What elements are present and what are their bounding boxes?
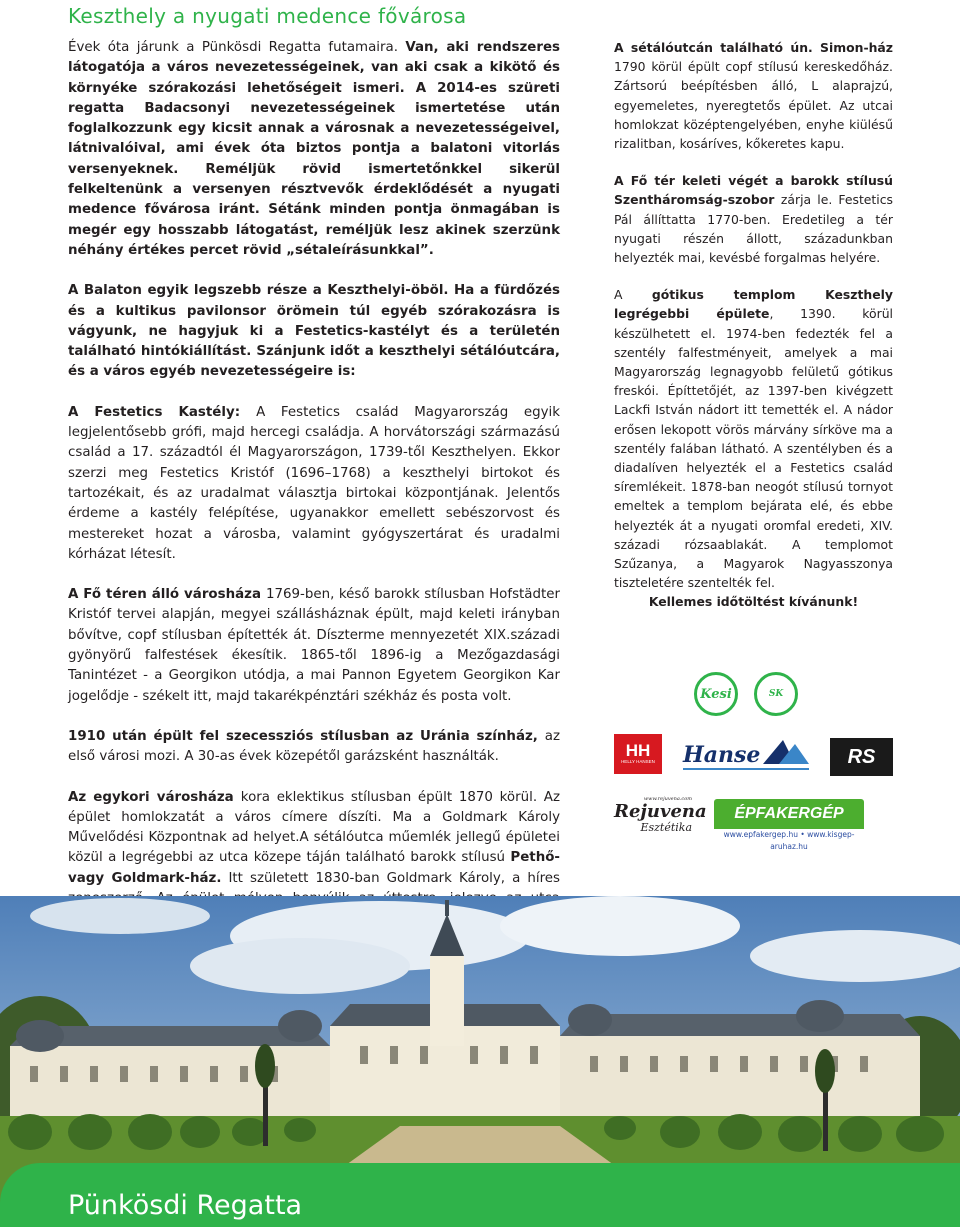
sport-club-seal-logo (754, 672, 798, 716)
bay-paragraph (68, 281, 560, 382)
helly-hansen-logo (614, 734, 662, 774)
gothic-church-lead: A (614, 287, 652, 303)
old-townhall-text: kora eklektikus stílusban épült 1870 körül. Az épület homlokzatát a város címere díszíti. Ma a Goldmark Károly Művelődési Központnak ad helyet.A sétálóutca műemlék jellegű épületei közül a legrégebbi az utca közepe táján található barokk stílusú (68, 789, 560, 866)
simon-house-text: 1790 körül épült copf stílusú kereskedőház. Zártsorú beépítésben álló, L alaprajzú, egyemeletes, nyeregtetős épület. Az utcai homlokzat középtengelyében, enyhe kiülésű rizalitban, kosáríves, kőkeretes kapu. (614, 59, 893, 152)
hanse-wordmark: Hanse (683, 742, 761, 768)
kesi-seal-text: Kesi (700, 686, 732, 702)
urania-paragraph (68, 727, 560, 768)
sport-club-seal-text: SK (768, 689, 784, 699)
epfakergep-logo (714, 799, 864, 851)
epfakergep-url: www.epfakergep.hu • www.kisgep-aruhaz.hu (723, 830, 855, 851)
castle-heading: A Festetics Kastély: (68, 404, 257, 420)
rejuvena-wordmark: Rejuvena (614, 801, 707, 822)
townhall-heading: A Fő téren álló városháza (68, 587, 266, 603)
intro-text: Évek óta járunk a Pünkösdi Regatta futamaira. (68, 40, 406, 55)
left-column (68, 38, 560, 930)
gothic-church-paragraph (614, 285, 893, 592)
page-title: Keszthely a nyugati medence fővárosa (68, 4, 467, 28)
bay-text: A Balaton egyik legszebb része a Keszthelyi-öböl. Ha a fürdőzés és a kultikus pavilonsor örömein túl egyéb szórakozásra is vágyunk, ne hagyjuk ki a Festetics-kastélyt és a területén található hintókiállítást. Szánjunk időt a keszthelyi sétálóutcára, és a város egyéb nevezetességeire is: (68, 283, 560, 380)
old-townhall-heading: Az egykori városháza (68, 789, 241, 805)
rs-wordmark: RS (847, 745, 876, 768)
trinity-statue-heading: A Fő tér keleti végét a barokk stílusú Szentháromság-szobor (614, 173, 893, 208)
hanse-logo (683, 734, 813, 774)
closing-wish: Kellemes időtöltést kívánunk! (648, 594, 859, 610)
kesi-seal-logo (694, 672, 738, 716)
right-column (614, 38, 893, 612)
intro-bold: Van, aki rendszeres látogatója a város nevezetességeinek, van aki csak a kikötő és környéke szórakozási lehetőségeit ismeri. A 2014-es szüreti regatta Badacsonyi nevezetességeinek ismertetése után foglalkozzunk egy kicsit annak a városnak a nevezetességeivel, látnivalóival, ami évek óta biztos pontja a balatoni vitorlás versenyeknek. Reméljük rövid ismertetőnkkel sikerül felkeltenünk a versenyen résztvevők érdeklődését a nyugati medence fővárosa iránt. Sétánk minden pontja önmagában is megér egy hosszabb látogatást, reméljük lesz akinek szerzünk néhány értékes percet rövid „sétaleírásunkkal”. (68, 40, 560, 258)
rejuvena-subtitle: Esztétika (640, 821, 692, 834)
castle-paragraph (68, 403, 560, 565)
trinity-statue-text: zárja le. Festetics Pál állíttatta 1770-ben. Eredetileg a tér nyugati részén állott, századunkban helyezték mai, kevésbé forgalmas helyére. (614, 192, 893, 266)
gothic-church-heading: gótikus templom Keszthely legrégebbi épülete (614, 287, 893, 322)
rs-sailing-logo (830, 738, 893, 776)
urania-text: az első városi mozi. A 30-as évek közepétől garázsként használták. (68, 728, 560, 765)
epfakergep-wordmark: ÉPFAKERGÉP (714, 799, 864, 829)
rejuvena-url: www.rejuvena.com (643, 796, 692, 802)
goldmark-house-heading: Pethő- vagy Goldmark-ház. (68, 850, 560, 886)
helly-hansen-wordmark: HELLY HANSEN (621, 759, 655, 764)
simon-house-heading: A sétálóutcán található ún. Simon-ház (614, 40, 893, 55)
goldmark-house-text: Itt született 1830-ban Goldmark Károly, a híres (228, 870, 560, 886)
gothic-church-text: , 1390. körül készülhetett el. 1974-ben fedezték fel a szentély falfestményeit, amelyek a mai Magyarország legnagyobb felületű gótikus freskói. Építtetőjét, az 1397-ben kivégzett Lackfi István nádort itt temették el. A nádor erősen lekopott vörös márvány sírköve ma a szentély falában látható. A szentélyben és a diadalíven helyezték el a Festetics család síremlékeit. 1878-ban neogót stílusú tornyot emeltek a templom bejárata elé, és ebbe helyezték át a nyugati oromfal eredeti, XIV. századi rózsaablakát. A templomot Szűzanya, a Magyarok Nagyasszonya tiszteletére szentelték fel. (614, 306, 893, 591)
intro-paragraph (68, 38, 560, 261)
trinity-statue-paragraph (614, 171, 893, 267)
footer-title: Pünkösdi Regatta (68, 1190, 303, 1221)
urania-heading: 1910 után épült fel szecessziós stílusban az Uránia színház, (68, 728, 545, 744)
townhall-text: 1769-ben, késő barokk stílusban Hofstädter Kristóf tervei alapján, megyei szállásháznak épült, majd keleti irányban bővítve, copf stílusban építették át. Díszterme mennyezetét XIX.századi gyönyörű falfestések ékesítik. 1865-től 1896-ig a Mezőgazdasági Tanintézet - a Georgikon utódja, a mai Pannon Egyetem Georgikon Kar jogelődje - székelt itt, majd takarékpénztári székház és posta volt. (68, 587, 561, 704)
simon-house-paragraph (614, 38, 893, 153)
rejuvena-logo (614, 796, 707, 840)
castle-text: A Festetics család Magyarország egyik legjelentősebb grófi, majd hercegi családja. A horvátországi származású család a 17. századtól él Magyarországon, 1739-től Keszthelyen. Ekkor szerzi meg Festetics Kristóf (1696–1768) a keszthelyi birtokot és tartozékait, és az uradalmat választja birtokai központjának. Jelentős érdeme a kastély felépítése, ugyanakkor emellett sebészorvost és mestereket hozat a városba, valamint gyógyszertárat és uradalmi kórházat létesít. (68, 404, 560, 562)
townhall-paragraph (68, 585, 560, 707)
helly-hansen-mark: HH (625, 741, 651, 760)
